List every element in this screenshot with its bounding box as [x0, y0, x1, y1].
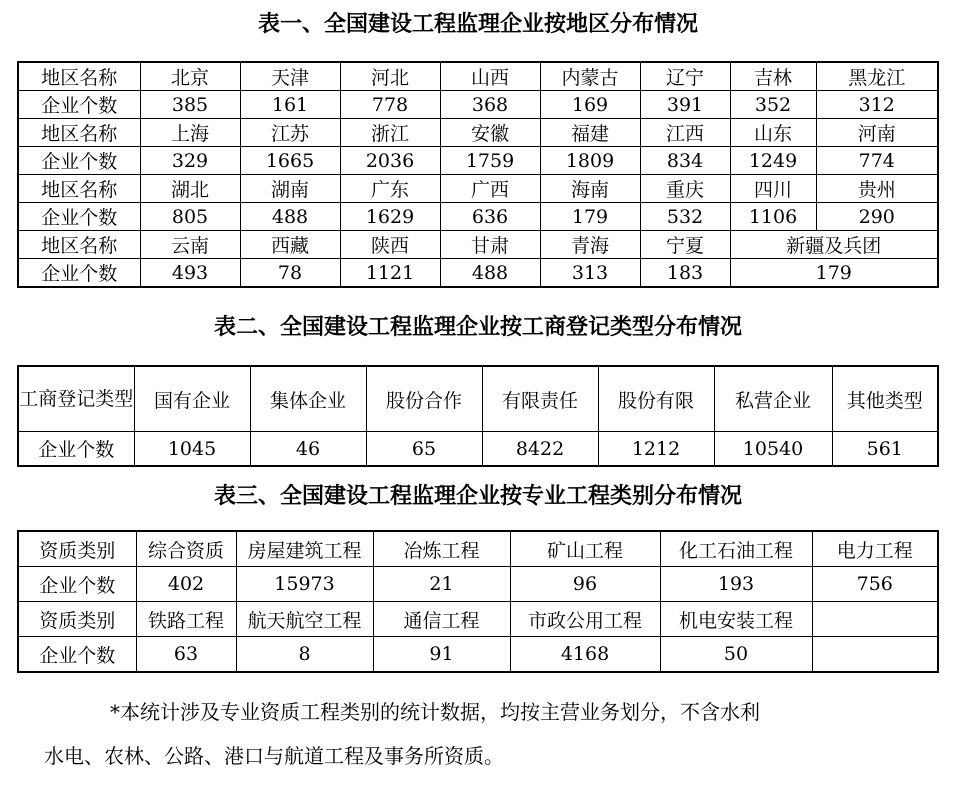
- category-name: 冶炼工程: [373, 531, 510, 567]
- registration-count: 8422: [482, 432, 598, 467]
- region-count: 778: [340, 91, 440, 119]
- region-count: 290: [816, 203, 938, 231]
- category-count: 50: [660, 637, 812, 673]
- registration-count: 46: [250, 432, 366, 467]
- row-label: 企业个数: [18, 91, 140, 119]
- region-name: 广东: [340, 175, 440, 203]
- region-count: 2036: [340, 147, 440, 175]
- region-name: 甘肃: [440, 231, 540, 259]
- category-count: 193: [660, 567, 812, 602]
- region-name: 云南: [140, 231, 240, 259]
- registration-count: 1212: [598, 432, 714, 467]
- region-name: 海南: [540, 175, 640, 203]
- registration-type: 股份合作: [366, 366, 482, 432]
- empty-cell: [812, 637, 938, 673]
- region-count: 169: [540, 91, 640, 119]
- region-name-row: [18, 62, 938, 91]
- region-name-row: [18, 119, 938, 147]
- region-name: 山西: [440, 62, 540, 91]
- registration-type-row: [18, 366, 938, 432]
- region-name: 重庆: [640, 175, 730, 203]
- region-name: 辽宁: [640, 62, 730, 91]
- region-count-row: [18, 91, 938, 119]
- row-label: 资质类别: [18, 531, 136, 567]
- registration-type: 私营企业: [714, 366, 832, 432]
- registration-type: 股份有限: [598, 366, 714, 432]
- region-name: 贵州: [816, 175, 938, 203]
- region-count-row: [18, 203, 938, 231]
- registration-type-table: [17, 365, 939, 467]
- category-count: 756: [812, 567, 938, 602]
- region-name: 江西: [640, 119, 730, 147]
- category-count: 4168: [510, 637, 660, 673]
- region-count: 368: [440, 91, 540, 119]
- category-count: 8: [236, 637, 373, 673]
- qualification-category-table: [17, 530, 939, 673]
- region-name: 吉林: [730, 62, 816, 91]
- region-count: 1106: [730, 203, 816, 231]
- region-count: 1121: [340, 259, 440, 288]
- region-count: 636: [440, 203, 540, 231]
- category-name-row: [18, 602, 938, 637]
- registration-count: 10540: [714, 432, 832, 467]
- region-name: 浙江: [340, 119, 440, 147]
- region-count: 1759: [440, 147, 540, 175]
- category-name-row: [18, 531, 938, 567]
- region-name: 北京: [140, 62, 240, 91]
- region-name: 上海: [140, 119, 240, 147]
- region-count: 834: [640, 147, 730, 175]
- category-name: 铁路工程: [136, 602, 236, 637]
- region-name: 山东: [730, 119, 816, 147]
- region-count: 385: [140, 91, 240, 119]
- region-count: 179: [540, 203, 640, 231]
- empty-cell: [812, 602, 938, 637]
- region-name: 河南: [816, 119, 938, 147]
- category-name: 矿山工程: [510, 531, 660, 567]
- region-count: 488: [240, 203, 340, 231]
- table3-title: 表三、全国建设工程监理企业按专业工程类别分布情况: [213, 484, 742, 509]
- region-count: 391: [640, 91, 730, 119]
- region-count: 329: [140, 147, 240, 175]
- region-name: 江苏: [240, 119, 340, 147]
- category-count: 402: [136, 567, 236, 602]
- category-name: 房屋建筑工程: [236, 531, 373, 567]
- region-count: 805: [140, 203, 240, 231]
- category-count-row: [18, 567, 938, 602]
- category-count: 91: [373, 637, 510, 673]
- region-count: 1629: [340, 203, 440, 231]
- region-count-row: [18, 147, 938, 175]
- row-label: 地区名称: [18, 62, 140, 91]
- registration-type: 有限责任: [482, 366, 598, 432]
- region-name-row: [18, 231, 938, 259]
- row-label: 地区名称: [18, 231, 140, 259]
- registration-count: 65: [366, 432, 482, 467]
- region-distribution-table: [17, 61, 939, 288]
- region-count: 774: [816, 147, 938, 175]
- category-name: 市政公用工程: [510, 602, 660, 637]
- category-count: 21: [373, 567, 510, 602]
- row-label: 企业个数: [18, 147, 140, 175]
- region-count: 488: [440, 259, 540, 288]
- region-name: 西藏: [240, 231, 340, 259]
- region-name: 黑龙江: [816, 62, 938, 91]
- region-count: 183: [640, 259, 730, 288]
- region-name: 新疆及兵团: [730, 231, 938, 259]
- category-name: 机电安装工程: [660, 602, 812, 637]
- region-count: 532: [640, 203, 730, 231]
- region-name: 福建: [540, 119, 640, 147]
- region-name: 湖南: [240, 175, 340, 203]
- category-name: 电力工程: [812, 531, 938, 567]
- region-name: 陕西: [340, 231, 440, 259]
- row-label: 企业个数: [18, 432, 134, 467]
- region-count: 78: [240, 259, 340, 288]
- region-count: 179: [730, 259, 938, 288]
- footnote-line-1: *本统计涉及专业资质工程类别的统计数据，均按主营业务划分，不含水利: [110, 700, 760, 724]
- region-name: 安徽: [440, 119, 540, 147]
- category-name: 综合资质: [136, 531, 236, 567]
- row-label: 企业个数: [18, 203, 140, 231]
- footnote: [44, 690, 924, 778]
- region-count: 1249: [730, 147, 816, 175]
- region-count: 312: [816, 91, 938, 119]
- region-name: 湖北: [140, 175, 240, 203]
- region-name: 宁夏: [640, 231, 730, 259]
- category-count: 96: [510, 567, 660, 602]
- registration-type: 其他类型: [832, 366, 938, 432]
- category-count-row: [18, 637, 938, 673]
- category-count: 63: [136, 637, 236, 673]
- region-count: 1665: [240, 147, 340, 175]
- row-label: 工商登记类型: [18, 366, 134, 432]
- category-name: 通信工程: [373, 602, 510, 637]
- table1-title: 表一、全国建设工程监理企业按地区分布情况: [257, 12, 698, 37]
- row-label: 企业个数: [18, 637, 136, 673]
- region-name: 广西: [440, 175, 540, 203]
- region-count: 1809: [540, 147, 640, 175]
- region-count: 352: [730, 91, 816, 119]
- region-name: 天津: [240, 62, 340, 91]
- region-name-row: [18, 175, 938, 203]
- registration-count: 1045: [134, 432, 250, 467]
- registration-type: 国有企业: [134, 366, 250, 432]
- row-label: 企业个数: [18, 567, 136, 602]
- footnote-line-2: 水电、农林、公路、港口与航道工程及事务所资质。: [44, 744, 504, 768]
- registration-count: 561: [832, 432, 938, 467]
- region-count-row: [18, 259, 938, 288]
- region-count: 313: [540, 259, 640, 288]
- region-name: 内蒙古: [540, 62, 640, 91]
- category-name: 航天航空工程: [236, 602, 373, 637]
- region-count: 493: [140, 259, 240, 288]
- category-name: 化工石油工程: [660, 531, 812, 567]
- category-count: 15973: [236, 567, 373, 602]
- region-name: 河北: [340, 62, 440, 91]
- region-name: 四川: [730, 175, 816, 203]
- region-count: 161: [240, 91, 340, 119]
- row-label: 地区名称: [18, 175, 140, 203]
- row-label: 资质类别: [18, 602, 136, 637]
- table2-title: 表二、全国建设工程监理企业按工商登记类型分布情况: [213, 315, 742, 340]
- row-label: 企业个数: [18, 259, 140, 288]
- registration-type: 集体企业: [250, 366, 366, 432]
- row-label: 地区名称: [18, 119, 140, 147]
- registration-count-row: [18, 432, 938, 467]
- region-name: 青海: [540, 231, 640, 259]
